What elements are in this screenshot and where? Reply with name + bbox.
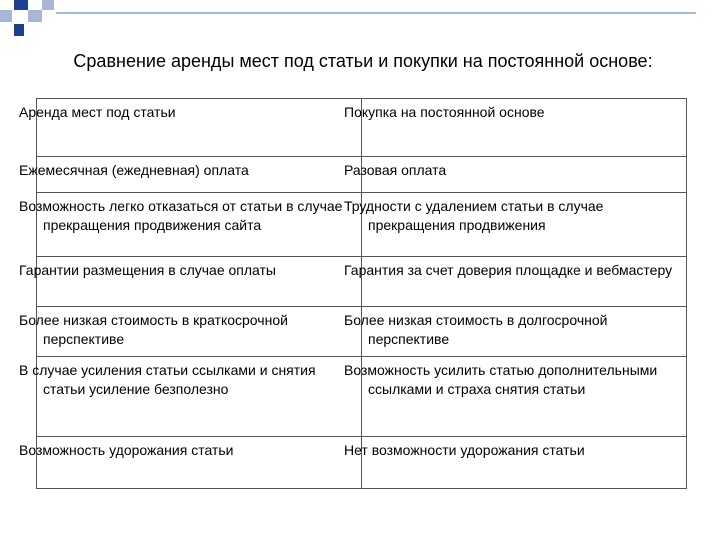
cell-left: Ежемесячная (ежедневная) оплата: [37, 157, 362, 193]
comparison-table: [19, 98, 687, 489]
cell-right: Трудности с удалением статьи в случае прекращения продвижения: [362, 193, 687, 257]
deco-square-4: [14, 24, 24, 36]
cell-left: Гарантии размещения в случае оплаты: [37, 257, 362, 307]
cell-left: В случае усиления статьи ссылками и снятия статьи усиление безполезно: [37, 357, 362, 437]
table-row: [37, 437, 687, 489]
deco-square-3: [0, 10, 12, 22]
cell-left: Возможность легко отказаться от статьи в случае прекращения продвижения сайта: [37, 193, 362, 257]
table-row: [37, 257, 687, 307]
cell-left: Возможность удорожания статьи: [37, 437, 362, 489]
cell-right: Покупка на постоянной основе: [362, 99, 687, 157]
cell-right: Разовая оплата: [362, 157, 687, 193]
page-title: Сравнение аренды мест под статьи и покупки на постоянной основе:: [73, 51, 653, 71]
cell-right: Возможность усилить статью дополнительными ссылками и страха снятия статьи: [362, 357, 687, 437]
table-row: [37, 357, 687, 437]
cell-right: Гарантия за счет доверия площадке и вебмастеру: [362, 257, 687, 307]
title-decoration: [0, 0, 720, 40]
cell-right: Более низкая стоимость в долгосрочной перспективе: [362, 307, 687, 357]
deco-square-2: [28, 10, 42, 22]
table-row: [37, 157, 687, 193]
cell-left: Более низкая стоимость в краткосрочной перспективе: [37, 307, 362, 357]
cell-left: Аренда мест под статьи: [37, 99, 362, 157]
table-row: [37, 307, 687, 357]
table-row: [37, 99, 687, 157]
deco-square-1: [14, 0, 28, 10]
deco-line: [56, 12, 696, 14]
table-row: [37, 193, 687, 257]
deco-square-5: [42, 0, 54, 10]
cell-right: Нет возможности удорожания статьи: [362, 437, 687, 489]
